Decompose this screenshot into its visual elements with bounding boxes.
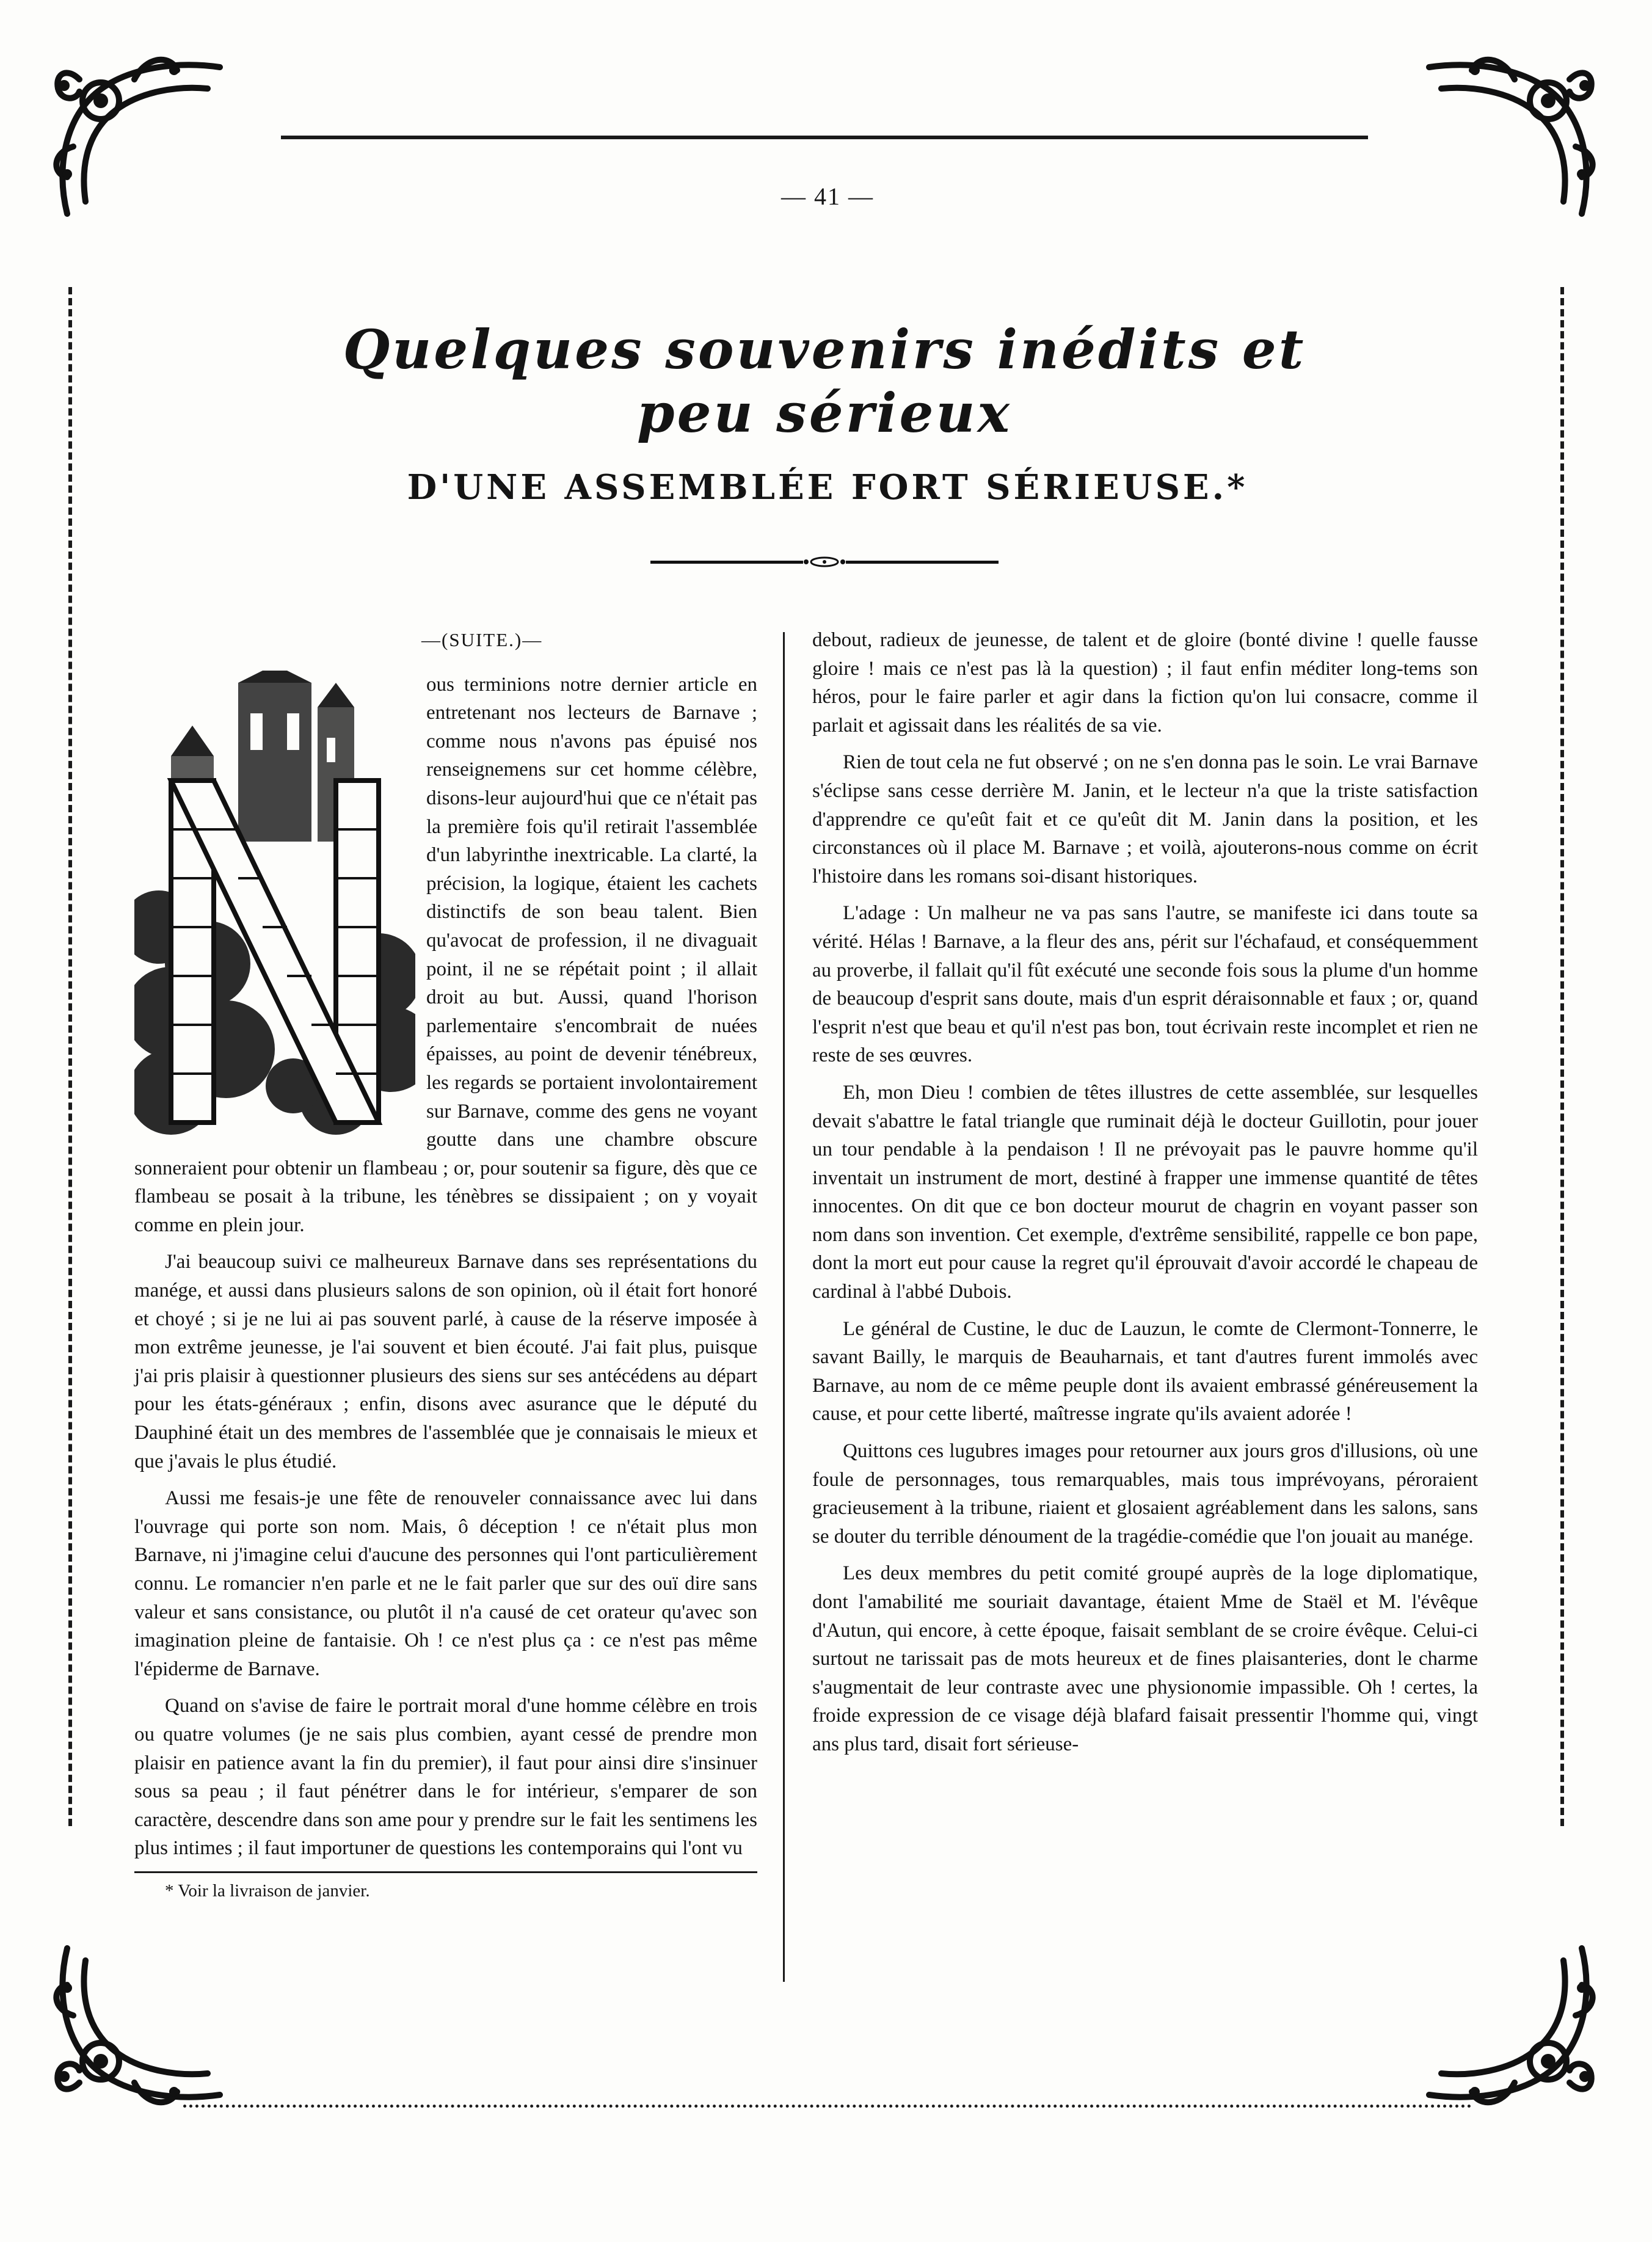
corner-ornament-bottom-left bbox=[43, 1936, 226, 2119]
paragraph: Aussi me fesais-je une fête de renouveler connaissance avec lui dans l'ouvrage qui porte son nom. Mais, ô déception ! ce n'était plus mon Barnave, ni j'imagine celui d'aucune des personnes qui l'ont particulièrement connu. Le romancier n'en parle et ne le fait parler que sur des ouï dire sans valeur et sans consistance, ou plutôt il n'a causé de cet orateur qu'avec son imagination pleine de fantaisie. Oh ! ce n'est plus ça : ce n'est pas même l'épiderme de Barnave. bbox=[134, 1487, 757, 1680]
corner-ornament-top-left bbox=[43, 43, 226, 226]
corner-ornament-top-right bbox=[1423, 43, 1606, 226]
paragraph: J'ai beaucoup suivi ce malheureux Barnave dans ses représentations du manége, et aussi dans plusieurs salons de son opinion, où il était fort honoré et choyé ; si je ne lui ai pas souvent parlé, à cause de la réserve imposée à mon extrême jeunesse, je l'ai souvent et bien écouté. J'ai fait plus, puisque j'ai pris plaisir à questionner plusieurs des siens sur ses antécédens au départ pour les états-généraux ; enfin, disons avec asurance que le député du Dauphiné était un des membres de l'assemblée que je connaisais le mieux et que j'avais le plus étudié. bbox=[134, 1251, 757, 1472]
suite-label: —(SUITE.)— bbox=[421, 629, 543, 650]
corner-ornament-bottom-right bbox=[1423, 1936, 1606, 2119]
illustrated-dropcap bbox=[134, 671, 415, 1135]
paragraph: Quand on s'avise de faire le portrait moral d'une homme célèbre en trois ou quatre volumes (je ne sais plus combien, ayant cessé de prendre mon plaisir en patience avant la fin du premier), il faut pour ainsi dire s'insinuer sous sa peau ; il faut pénétrer dans le for intérieur, s'emparer de son caractère, descendre dans son ame pour y prendre sur le fait les sentimens les plus intimes ; il faut importuner de questions les contemporains qui l'ont vu bbox=[134, 1695, 757, 1860]
left-column bbox=[134, 626, 757, 1911]
column-divider bbox=[783, 632, 785, 1982]
page-number: — 41 — bbox=[781, 183, 874, 210]
right-column bbox=[812, 626, 1478, 1767]
paragraph: Eh, mon Dieu ! combien de têtes illustres de cette assemblée, sur lesquelles devait s'abattre le fatal triangle que ruminait déjà le docteur Guillotin, pour jouer un tour pendable à la pendaison ! Il ne prévoyait pas le pauvre homme qu'il inventait un instrument de mort, destiné à frapper une immense quantité de têtes innocentes. On dit que ce bon docteur mourut de chagrin en voyant passer son nom dans son invention. Cet exemple, d'extrême sensibilité, rappelle ce bon pape, dont la mort eut pour cause la regret qu'il éprouvait d'avoir accordé le chapeau de cardinal à l'abbé Dubois. bbox=[812, 1081, 1478, 1303]
footnote: * Voir la livraison de janvier. bbox=[165, 1880, 370, 1901]
frame-left-rule bbox=[68, 287, 72, 1826]
paragraph: Les deux membres du petit comité groupé auprès de la loge diplomatique, dont l'amabilité me souriait davantage, étaient Mme de Staël et M. l'évêque d'Autun, qui encore, à cette époque, faisait semblant de se croire évêque. Celui-ci surtout ne tarissait pas de mots heureux et de fines plaisanteries, dont le charme s'augmentait de leur contraste avec une physionomie impassible. Oh ! certes, la froide expression de ce visage déjà blafard faisait pressentir l'homme qui, vingt ans plus tard, disait fort sérieuse- bbox=[812, 1562, 1478, 1755]
paragraph: debout, radieux de jeunesse, de talent et de gloire (bonté divine ! quelle fausse gloire ! mais ce n'est pas là la question) ; il faut enfin méditer long-tems son héros, pour le faire parler et agir dans la fiction qu'on lui consacre, comme il parlait et agissait dans les réalités de sa vie. bbox=[812, 629, 1478, 737]
paragraph: L'adage : Un malheur ne va pas sans l'autre, se manifeste ici dans toute sa vérité. Hélas ! Barnave, a la fleur des ans, périt sur l'échafaud, et conséquemment au proverbe, il fallait qu'il fût exécuté une seconde fois sous la plume d'un homme de beaucoup d'esprit sans doute, mais d'un esprit déraisonnable et faux ; or, quand l'esprit n'est que beau et qu'il n'est pas bon, tout écrivain reste incomplet et rien ne reste de ses œuvres. bbox=[812, 902, 1478, 1067]
paragraph: ous terminions notre dernier article en entretenant nos lecteurs de Barnave ; comme nous n'avons pas épuisé nos renseignemens sur cet homme célèbre, disons-leur aujourd'hui que ce n'était pas la première fois qu'il retirait l'assemblée d'un labyrinthe inextricable. La clarté, la précision, la logique, étaient les cachets distinctifs de son beau talent. Bien qu'avocat de profession, il ne divaguait point, il ne se répétait point ; il allait droit au but. Aussi, quand l'horison parlementaire s'encombrait de nuées épaisses, au point de devenir ténébreux, les regards se portaient involontairement sur Barnave, comme des gens ne voyant goutte dans une chambre obscure sonneraient pour obtenir un flambeau ; or, pour soutenir sa figure, dès que ce flambeau se posait à la tribune, les ténèbres se dissipaient ; on y voyait comme en plein jour. bbox=[134, 673, 757, 1236]
frame-bottom-rule bbox=[183, 2105, 1472, 2108]
paragraph: Rien de tout cela ne fut observé ; on ne s'en donna pas le soin. Le vrai Barnave s'éclipse sans cesse derrière M. Janin, et le lecteur n'a que la triste satisfaction d'apprendre ce qu'eût fait et ce qu'eût dit M. Janin dans la position, et les circonstances où il place M. Barnave ; et voilà, ajouterons-nous comme on écrit l'histoire dans les romans soi-disant historiques. bbox=[812, 751, 1478, 887]
article-title: Quelques souvenirs inédits et peu sérieux bbox=[343, 318, 1306, 445]
paragraph: Le général de Custine, le duc de Lauzun, le comte de Clermont-Tonnerre, le savant Bailly, le marquis de Beauharnais, et tant d'autres furent immolés avec Barnave, au nom de ce même peuple dont ils avaient embrassé généreusement la cause, et pour cette liberté, maîtresse ingrate qu'ils avaient adorée ! bbox=[812, 1317, 1478, 1425]
paragraph: Quittons ces lugubres images pour retourner aux jours gros d'illusions, où une foule de personnages, tous remarquables, mais tous imprévoyans, péroraient gracieusement à la tribune, riaient et glosaient agréablement dans les salons, sans se douter du terrible dénoument de la tragédie-comédie que l'on jouait au manége. bbox=[812, 1440, 1478, 1548]
footnote-rule bbox=[134, 1871, 757, 1873]
frame-right-rule bbox=[1560, 287, 1564, 1826]
article-subtitle: D'UNE ASSEMBLÉE FORT SÉRIEUSE.* bbox=[407, 467, 1248, 508]
frame-top-rule bbox=[281, 136, 1368, 139]
title-ornamental-rule bbox=[650, 556, 999, 568]
